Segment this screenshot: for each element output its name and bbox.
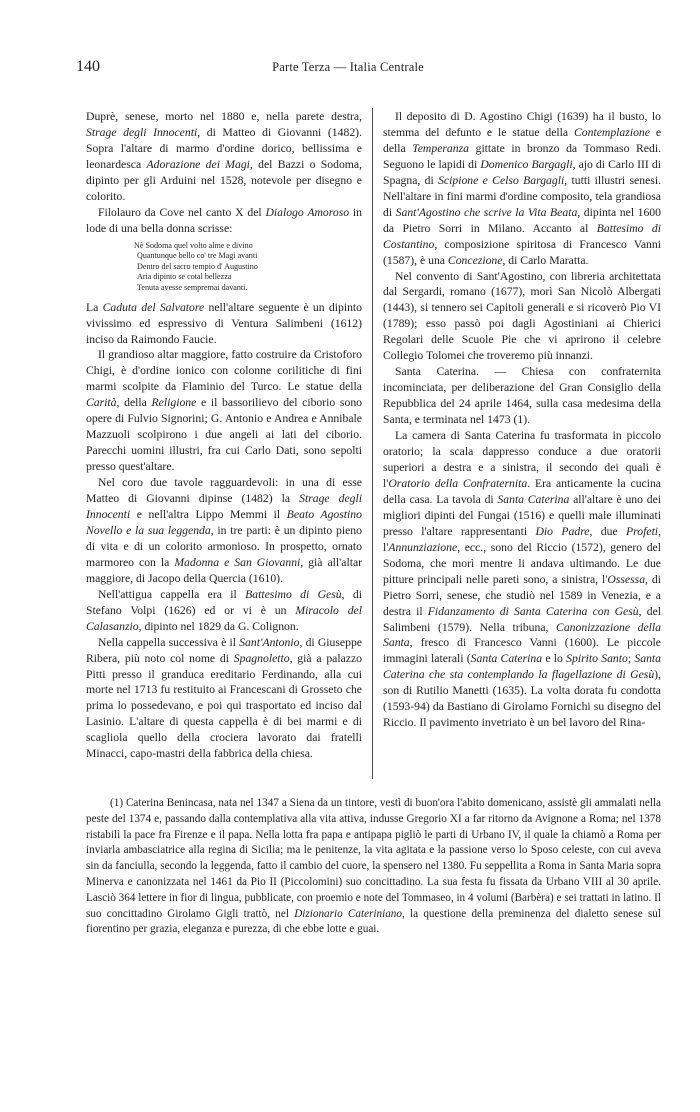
paragraph: Nel convento di Sant'Agostino, con libreria architettata dal Sergardi, romano (1677), morì San Nicolò Albergati (1443), si tennero sei Capitoli generali e si ricoverò Pio VI (1789); esso passò poi dagli Agostiniani ai Chierici Regolari delle Scuole Pie che vi aprirono il celebre Collegio Tolomei che troveremo più innanzi. [383, 269, 661, 363]
page-number: 140 [76, 58, 100, 75]
paragraph: Filolauro da Cove nel canto X del Dialogo Amoroso in lode di una bella donna scrisse: [86, 205, 362, 235]
paragraph: Nel coro due tavole ragguardevoli: in una di esse Matteo di Giovanni dipinse (1482) la Strage degli Innocenti e nell'altra Lippo Memmi il Beato Agostino Novello e la sua leggenda, in tre parti: è un dipinto pieno di vita e di un colorito armonioso. In prospetto, ornato marmoreo con la Madonna e San Giovanni, già all'altar maggiore, di Jacopo della Quercia (1610). [86, 476, 363, 585]
paragraph: Santa Caterina. — Chiesa con confraternita incominciata, per deliberazione del Gran Consiglio della Repubblica del 24 aprile 1464, sulla casa medesima della Santa, e terminata nel 1473 (1). [383, 365, 661, 427]
verse-line: Tenuta avesse sempremai davanti. [137, 283, 248, 292]
running-title: Parte Terza — Italia Centrale [272, 60, 424, 74]
footnote-text: (1) Caterina Benincasa, nata nel 1347 a Siena da un tintore, vestì di buon'ora l'abito domenicano, assistè gli ammalati nella peste del 1374 e, passando dalla contemplativa alla vita attiva, indusse Gregorio XI a far ritorno da Avignone a Roma; nel 1378 ristabilì la pace fra Firenze e il papa. Nella lotta fra papa e antipapa pigliò le parti di Urbano IV, il quale la chiamò a Roma per inviarla ambasciatrice alla regina di Sicilia; ma le penitenze, la vita agitata e la passione verso lo Sposo celeste, con cui aveva sin da fanciulla, secondo la leggenda, fatto il cambio del cuore, la spensero nel 1380. Fu seppellita a Roma in Santa Maria sopra Minerva e canonizzata nel 1461 da Pio II (Piccolomini) suo concittadino. La sua festa fu fissata da Urbano VIII al 30 aprile. Lasciò 364 lettere in fior di lingua, pubblicate, con proemio e note del Tommaseo, in 4 volumi (Barbèra) e sei trattati in latino. Il suo concittadino Girolamo Gigli trattò, nel Dizionario Cateriniano, la questione della preminenza del dialetto senese sul fiorentino per grazia, eleganza e purezza, di che ebbe lotte e guai. [86, 797, 662, 936]
paragraph: La camera di Santa Caterina fu trasformata in piccolo oratorio; la scala dappresso conduce a due oratorii superiori a destra e a sinistra, il secondo dei quali è l'Oratorio della Confraternita. Era anticamente la cucina della casa. La tavola di Santa Caterina all'altare è uno dei migliori dipinti del Fungai (1516) e quelli male illuminati presso l'altare rappresentanti Dio Padre, due Profeti, l'Annunziazione, ecc., sono del Riccio (1572), genero del Sodoma, che morì mentre li andava ultimando. Le due pitture principali nelle pareti sono, a sinistra, l'Ossessa, di Pietro Sorri, senese, che studiò nel 1589 in Venezia, e a destra il Fidanzamento di Santa Caterina con Gesù, del Salimbeni (1579). Nella tribuna, Canonizzazione della Santa, fresco di Francesco Vanni (1600). Le piccole immagini laterali (Santa Caterina e lo Spirito Santo; Santa Caterina che sta contemplando la flagellazione di Gesù), son di Rutilio Manetti (1635). La volta dorata fu condotta (1593-94) da Bastiano di Girolamo Fornichi su disegno del Riccio. Il pavimento invetriato è un bel lavoro del Rina- [383, 429, 662, 730]
verse-line: Quantunque bello co' tre Magi avanti [137, 251, 258, 261]
page-header [76, 58, 620, 78]
verse-line: Aria dipinto se cotal bellezza [137, 272, 232, 282]
verse-line: Dentro del sacro tempio d' Augustino [137, 261, 258, 271]
paragraph: Il grandioso altar maggiore, fatto costruire da Cristoforo Chigi, è d'ordine ionico con colonne corilitiche di fini marmi scolpite da Flaminio del Turco. Le statue della Carità, della Religione e il bassorilievo del ciborio sono opere di Fulvio Signorini; G. Antonio e Andrea e Annibale Mazzuoli scolpirono i due angeli ai lati del ciborio. Parecchi uomini illustri, fra cui Carlo Dati, sono sepolti presso quest'altare. [86, 348, 363, 474]
column-divider [372, 108, 373, 779]
left-column [86, 109, 362, 762]
paragraph: Nell'attigua cappella era il Battesimo di Gesù, di Stefano Volpi (1626) ed or vi è un Miracolo del Calasanzio, dipinto nel 1829 da G. Colignon. [86, 587, 362, 633]
footnote [86, 796, 661, 938]
paragraph: Il deposito di D. Agostino Chigi (1639) ha il busto, lo stemma del defunto e le statue della Contemplazione e della Temperanza gittate in bronzo da Tommaso Redi. Seguono le lapidi di Domenico Bargagli, ajo di Carlo III di Spagna, di Scipione e Celso Bargagli, tutti illustri senesi. Nell'altare in fini marmi d'ordine composito, tela grandiosa di Sant'Agostino che scrive la Vita Beata, dipinta nel 1600 da Pietro Sorri in Milano. Accanto al Battesimo di Costantino, composizione spiritosa di Francesco Vanni (1587), è una Concezione, di Carlo Maratta. [383, 110, 662, 267]
right-column [383, 109, 661, 731]
paragraph: Duprè, senese, morto nel 1880 e, nella parete destra, Strage degli Innocenti, di Matteo di Giovanni (1482). Sopra l'altare di marmo d'ordine dorico, bellissima e leonardesca Adorazione dei Magi, del Bazzi o Sodoma, dipinto per gli Arduini nel 1528, notevole per disegno e colorito. [86, 110, 363, 203]
paragraph: Nella cappella successiva è il Sant'Antonio, di Giuseppe Ribera, più noto col nome di Spagnoletto, già a palazzo Pitti presso il granduca ereditario Ferdinando, alla cui morte nel 1713 fu restituito ai Francescani di Grosseto che prima lo possedevano, e poi qui trasportato ed inciso dal Lasinio. L'altare di questa cappella è di bei marmi e di scagliola quello della crociera lavorato dai fratelli Minacci, capo-mastri della fabbrica della chiesa. [86, 635, 362, 761]
paragraph: La Caduta del Salvatore nell'altare seguente è un dipinto vivissimo ed espressivo di Ventura Salimbeni (1612) inciso da Raimondo Faucie. [86, 300, 363, 346]
verse-quote [134, 241, 362, 294]
verse-line: Nè Sodoma quel volto alme e divino [134, 240, 253, 250]
